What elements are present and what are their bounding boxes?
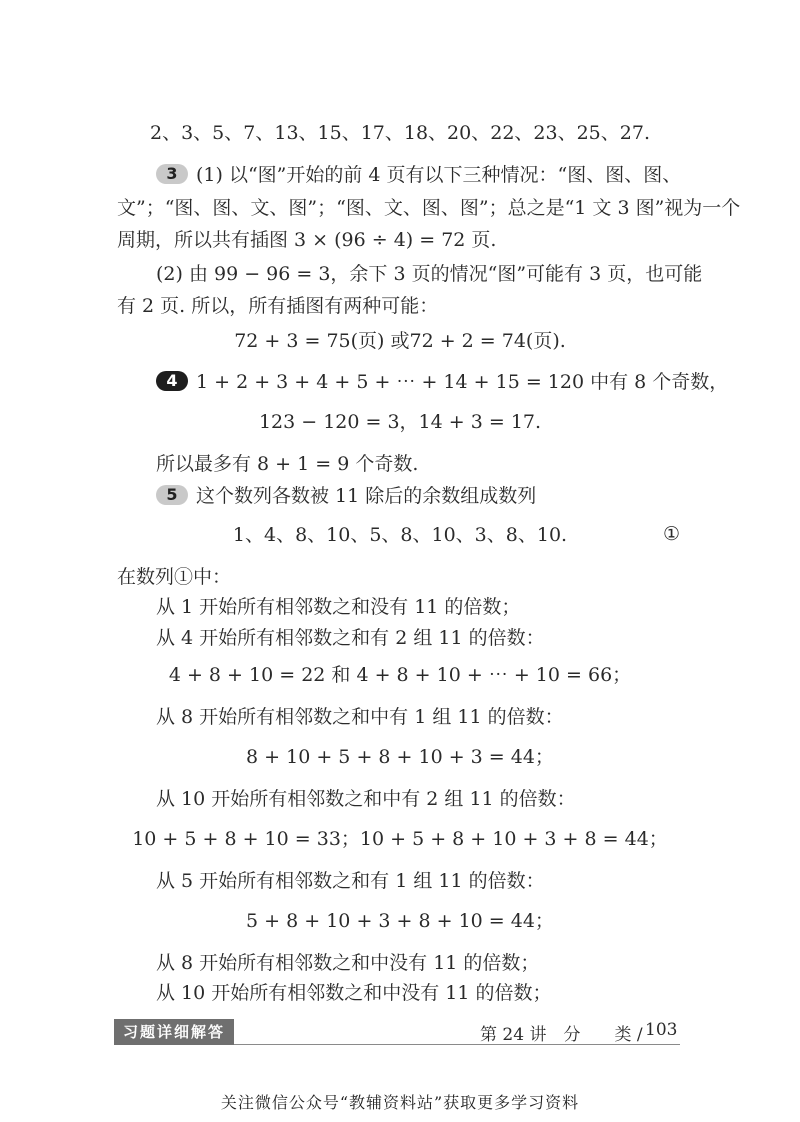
watermark-text: 关注微信公众号“教辅资料站”获取更多学习资料: [220, 1093, 580, 1112]
case-start-8-second: 从 8 开始所有相邻数之和中没有 11 的倍数；: [156, 952, 540, 974]
remainder-sequence: 1、4、8、10、5、8、10、3、8、10.: [232, 524, 568, 546]
case-start-5: 从 5 开始所有相邻数之和有 1 组 11 的倍数：: [156, 870, 545, 892]
equation-start-5: 5 + 8 + 10 + 3 + 8 + 10 = 44；: [246, 910, 554, 932]
question-3-line-1: 3 (1) 以“图”开始的前 4 页有以下三种情况：“图、图、图、: [156, 163, 681, 187]
number-list-line: 2、3、5、7、13、15、17、18、20、22、23、25、27.: [150, 122, 650, 144]
question-5-line-1: 5 这个数列各数被 11 除后的余数组成数列: [156, 484, 536, 508]
case-start-10-second: 从 10 开始所有相邻数之和中没有 11 的倍数；: [156, 982, 552, 1004]
question-3-part-2-line-1: (2) 由 99 − 96 = 3，余下 3 页的情况“图”可能有 3 页，也可能: [156, 263, 703, 285]
equation-start-4: 4 + 8 + 10 = 22 和 4 + 8 + 10 + ⋯ + 10 = 66；: [168, 664, 632, 686]
sequence-intro: 在数列①中：: [117, 566, 232, 588]
question-3-line-3: 周期，所以共有插图 3 × (96 ÷ 4) = 72 页.: [117, 229, 497, 251]
equation-start-10: 10 + 5 + 8 + 10 = 33；10 + 5 + 8 + 10 + 3 + 8 = 44；: [132, 828, 668, 850]
question-4-conclusion: 所以最多有 8 + 1 = 9 个奇数.: [156, 453, 419, 475]
question-5-badge: 5: [156, 485, 188, 505]
question-3-part-2-line-2: 有 2 页. 所以，所有插图有两种可能：: [117, 295, 439, 317]
section-tag: 习题详细解答: [114, 1019, 234, 1045]
equation-pages: 72 + 3 = 75(页) 或72 + 2 = 74(页).: [234, 330, 566, 352]
case-start-10: 从 10 开始所有相邻数之和中有 2 组 11 的倍数：: [156, 788, 576, 810]
question-4-line-1: 4 1 + 2 + 3 + 4 + 5 + ⋯ + 14 + 15 = 120 中有 8 个奇数，: [156, 370, 728, 394]
question-3-line-2: 文”；“图、图、文、图”；“图、文、图、图”；总之是“1 文 3 图”视为一个: [117, 197, 741, 219]
page-number: 103: [645, 1020, 678, 1040]
equation-odd-count: 123 − 120 = 3，14 + 3 = 17.: [258, 411, 542, 433]
question-4-badge: 4: [156, 371, 188, 391]
case-start-1: 从 1 开始所有相邻数之和没有 11 的倍数；: [156, 596, 521, 618]
case-start-4: 从 4 开始所有相邻数之和有 2 组 11 的倍数：: [156, 627, 545, 649]
case-start-8: 从 8 开始所有相邻数之和中有 1 组 11 的倍数：: [156, 706, 564, 728]
equation-start-8: 8 + 10 + 5 + 8 + 10 + 3 = 44；: [246, 746, 554, 768]
question-3-badge: 3: [156, 164, 188, 184]
sequence-marker: ①: [663, 523, 681, 545]
chapter-title: 第 24 讲 分 类 /: [480, 1025, 643, 1045]
